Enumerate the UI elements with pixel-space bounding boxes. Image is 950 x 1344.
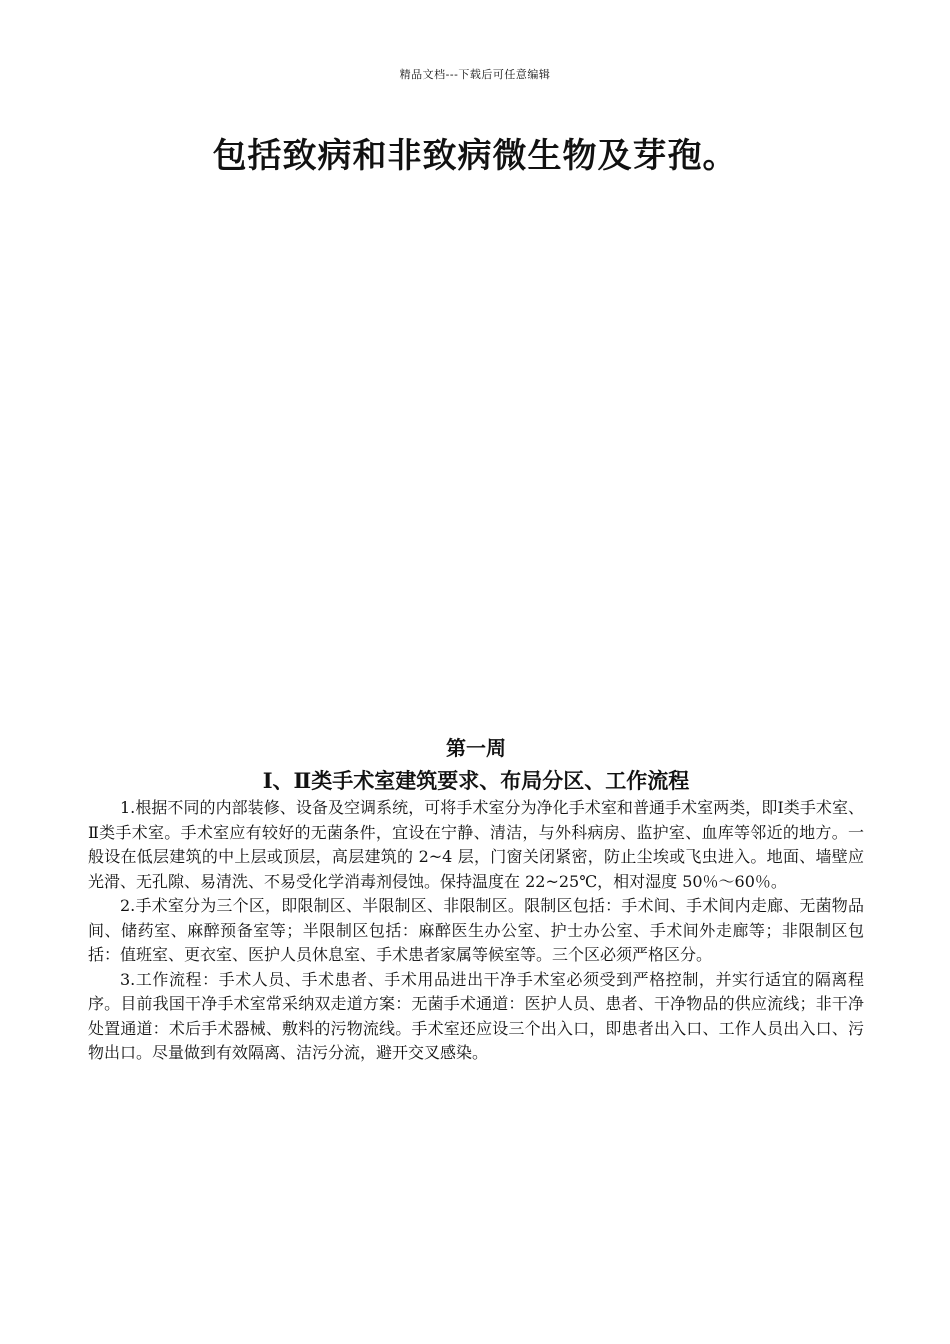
paragraph-1: 1.根据不同的内部装修、设备及空调系统，可将手术室分为净化手术室和普通手术室两类，即Ⅰ类手术室、Ⅱ类手术室。手术室应有较好的无菌条件，宜设在宁静、清洁，与外科病房、监护室、血库等邻近的地方。一般设在低层建筑的中上层或顶层，高层建筑的 2~4 层，门窗关闭紧密，防止尘埃或飞虫进入。地面、墙壁应光滑、无孔隙、易清洗、不易受化学消毒剂侵蚀。保持温度在 22~25℃，相对湿度 50％～60％。 [88,798,864,891]
paragraph-3: 3.工作流程：手术人员、手术患者、手术用品进出干净手术室必须受到严格控制，并实行适宜的隔离程序。目前我国干净手术室常采纳双走道方案：无菌手术通道：医护人员、患者、干净物品的供应流线；非干净处置通道：术后手术器械、敷料的污物流线。手术室还应设三个出入口，即患者出入口、工作人员出入口、污物出口。尽量做到有效隔离、洁污分流，避开交叉感染。 [88,969,864,1062]
paragraph-2: 2.手术室分为三个区，即限制区、半限制区、非限制区。限制区包括：手术间、手术间内走廊、无菌物品间、储药室、麻醉预备室等；半限制区包括：麻醉医生办公室、护士办公室、手术间外走廊等；非限制区包括：值班室、更衣室、医护人员休息室、手术患者家属等候室等。三个区必须严格区分。 [88,896,864,964]
week-title: 第一周 [446,736,506,760]
document-title: 包括致病和非致病微生物及芽孢。 [212,136,738,176]
page-header: 精品文档---下载后可任意编辑 [399,68,551,81]
section-heading: Ⅰ、Ⅱ类手术室建筑要求、布局分区、工作流程 [262,768,690,793]
week-section [88,732,864,1066]
